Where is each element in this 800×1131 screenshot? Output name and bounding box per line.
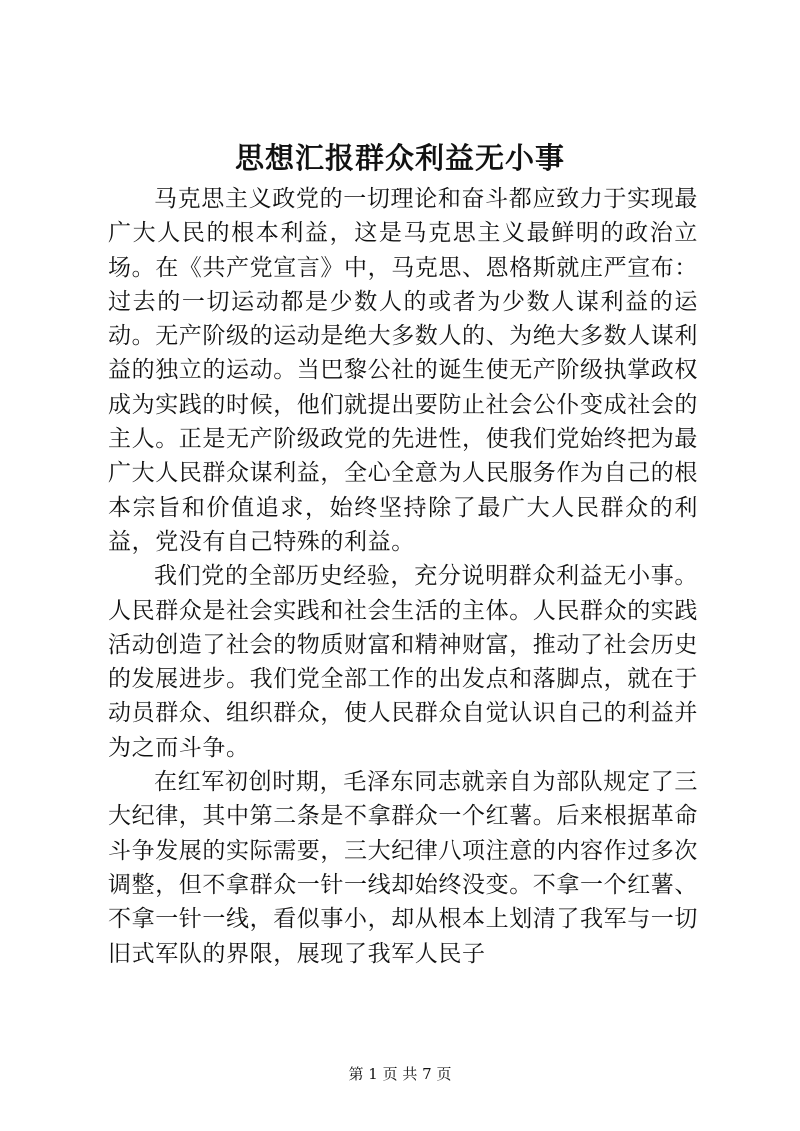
page-number-footer: 第 1 页 共 7 页 bbox=[348, 1065, 452, 1083]
paragraph-3: 在红军初创时期，毛泽东同志就亲自为部队规定了三大纪律，其中第二条是不拿群众一个红薯。后来根据革命斗争发展的实际需要，三大纪律八项注意的内容作过多次调整，但不拿群众一针一线却始终没变。不拿一个红薯、不拿一针一线，看似事小，却从根本上划清了我军与一切旧式军队的界限，展现了我军人民子 bbox=[108, 769, 698, 967]
paragraph-2: 我们党的全部历史经验，充分说明群众利益无小事。人民群众是社会实践和社会生活的主体。人民群众的实践活动创造了社会的物质财富和精神财富，推动了社会历史的发展进步。我们党全部工作的出发点和落脚点，就在于动员群众、组织群众，使人民群众自觉认识自己的利益并为之而斗争。 bbox=[108, 563, 698, 761]
document-body bbox=[108, 182, 698, 971]
document-title: 思想汇报群众利益无小事 bbox=[234, 141, 565, 175]
paragraph-1: 马克思主义政党的一切理论和奋斗都应致力于实现最广大人民的根本利益，这是马克思主义最鲜明的政治立场。在《共产党宣言》中，马克思、恩格斯就庄严宣布：过去的一切运动都是少数人的或者为少数人谋利益的运动。无产阶级的运动是绝大多数人的、为绝大多数人谋利益的独立的运动。当巴黎公社的诞生使无产阶级执掌政权成为实践的时候，他们就提出要防止社会公仆变成社会的主人。正是无产阶级政党的先进性，使我们党始终把为最广大人民群众谋利益，全心全意为人民服务作为自己的根本宗旨和价值追求，始终坚持除了最广大人民群众的利益，党没有自己特殊的利益。 bbox=[108, 186, 698, 555]
